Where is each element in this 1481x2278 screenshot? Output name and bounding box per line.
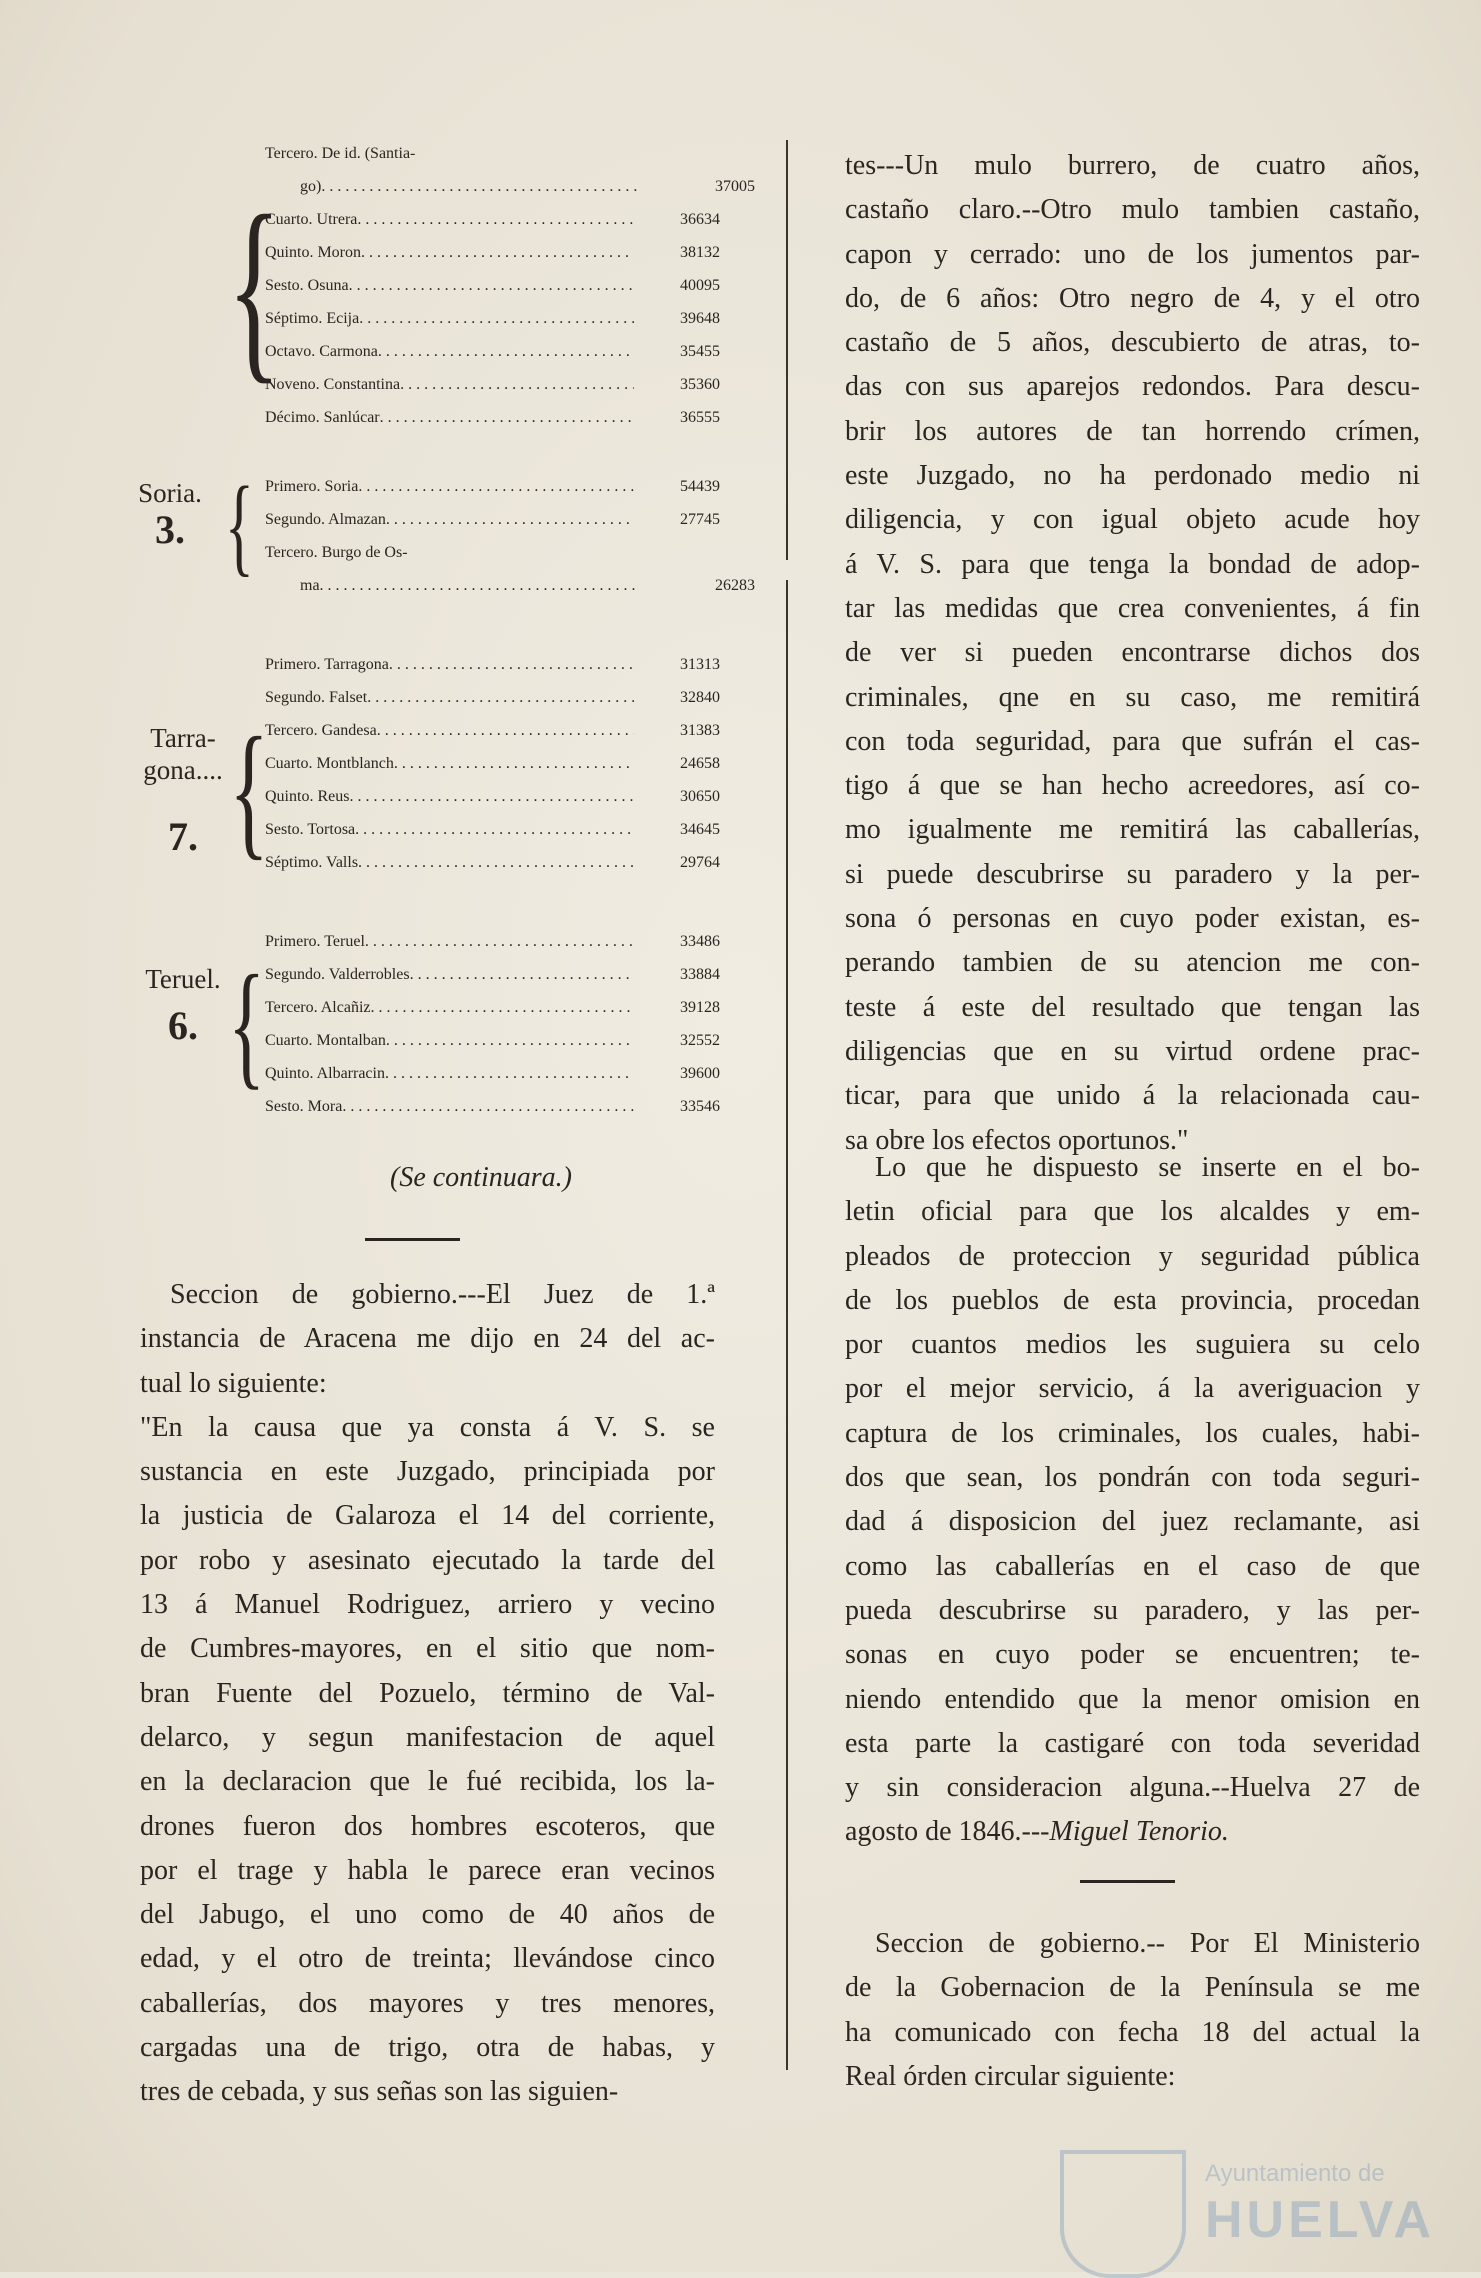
district-row <box>300 178 755 211</box>
district-row <box>265 211 720 244</box>
text-line: en la declaracion que le fué recibida, los la- <box>140 1766 715 1798</box>
text-line: si puede descubrirse su paradero y la per- <box>845 858 1420 890</box>
district-name: Cuarto. Montalban <box>265 1032 386 1049</box>
text-line: Lo que he dispuesto se inserte en el bo- <box>875 1152 1420 1183</box>
watermark-line1: Ayuntamiento de <box>1205 2160 1385 2187</box>
population-value: 31313 <box>680 656 720 673</box>
population-value: 33884 <box>680 966 720 983</box>
district-name: Sesto. Osuna <box>265 277 349 294</box>
section-rule <box>365 1238 460 1241</box>
dot-leader <box>389 656 634 689</box>
text-line: tes---Un mulo burrero, de cuatro años, <box>845 150 1420 181</box>
dot-leader <box>320 577 669 610</box>
population-value: 27745 <box>680 511 720 528</box>
text-line: cargadas una de trigo, otra de habas, y <box>140 2032 715 2064</box>
population-value: 29764 <box>680 854 720 871</box>
dot-leader <box>367 689 634 722</box>
text-line: delarco, y segun manifestacion de aquel <box>140 1721 715 1753</box>
right-paragraph-dispuesto <box>845 1146 1420 1855</box>
province-number: 6. <box>168 1003 198 1048</box>
text-line: castaño de 5 años, descubierto de atras, to- <box>845 327 1420 359</box>
right-paragraph-senas <box>845 144 1420 1163</box>
district-name: Tercero. Burgo de Os- <box>265 544 408 561</box>
brace-sevilla: { <box>227 174 282 401</box>
province-name-line1: Tarra- <box>150 723 216 753</box>
province-name: Teruel. <box>145 964 221 994</box>
district-name: Primero. Soria <box>265 478 359 495</box>
district-name: Décimo. Sanlúcar <box>265 409 380 426</box>
text-line: captura de los criminales, los cuales, habi- <box>845 1417 1420 1449</box>
dot-leader <box>361 244 634 277</box>
text-line: castaño claro.--Otro mulo tambien castaño, <box>845 194 1420 226</box>
text-line: tres de cebada, y sus señas son las siguien- <box>140 2076 619 2108</box>
district-name: ma <box>300 577 320 594</box>
dot-leader <box>355 821 634 854</box>
signature: Miguel Tenorio. <box>1049 1816 1229 1848</box>
text-line: tigo á que se han hecho acreedores, así co- <box>845 770 1420 802</box>
dot-leader <box>358 854 634 887</box>
province-name-line2: gona.... <box>143 755 223 785</box>
district-name: Segundo. Almazan <box>265 511 386 528</box>
section-rule-right <box>1080 1880 1175 1883</box>
text-line: instancia de Aracena me dijo en 24 del ac- <box>140 1323 715 1355</box>
dot-leader <box>400 376 634 409</box>
district-name: Primero. Tarragona <box>265 656 389 673</box>
text-line: Seccion de gobierno.-- Por El Ministerio <box>875 1928 1420 1959</box>
dot-leader <box>408 544 634 577</box>
district-row <box>265 722 720 755</box>
population-value: 40095 <box>680 277 720 294</box>
district-row <box>265 854 720 887</box>
population-value: 36555 <box>680 409 720 426</box>
district-name: Noveno. Constantina <box>265 376 401 393</box>
population-value: 39648 <box>680 310 720 327</box>
dot-leader <box>370 999 634 1032</box>
district-row <box>265 1065 720 1098</box>
text-line: á V. S. para que tenga la bondad de adop- <box>845 548 1420 580</box>
population-value: 38132 <box>680 244 720 261</box>
coat-of-arms-icon <box>1060 2150 1186 2278</box>
district-name: Primero. Teruel <box>265 933 365 950</box>
text-line: diligencias que en su virtud ordene prac- <box>845 1035 1420 1067</box>
district-name: Cuarto. Utrera <box>265 211 358 228</box>
dot-leader <box>415 145 634 178</box>
text-line: por robo y asesinato ejecutado la tarde del <box>140 1544 715 1576</box>
population-value <box>634 544 720 577</box>
text-line: este Juzgado, no ha perdonado medio ni <box>845 460 1420 492</box>
text-line: capon y cerrado: uno de los jumentos par- <box>845 238 1420 270</box>
huelva-watermark <box>1060 2150 1436 2250</box>
text-line: por cuantos medios les suguiera su celo <box>845 1329 1420 1361</box>
text-line: la justicia de Galaroza el 14 del corriente, <box>140 1500 715 1532</box>
closing-line <box>845 1810 1420 1854</box>
population-value: 24658 <box>680 755 720 772</box>
text-line: Real órden circular siguiente: <box>845 2060 1176 2092</box>
population-value: 32840 <box>680 689 720 706</box>
text-line: drones fueron dos hombres escoteros, que <box>140 1810 715 1842</box>
text-line: por el mejor servicio, á la averiguacion y <box>845 1373 1420 1405</box>
population-value: 30650 <box>680 788 720 805</box>
dot-leader <box>394 755 634 788</box>
dot-leader <box>349 277 634 310</box>
district-name: Tercero. Gandesa <box>265 722 377 739</box>
district-name: Cuarto. Montblanch <box>265 755 394 772</box>
dot-leader <box>385 1065 634 1098</box>
text-line: de Cumbres-mayores, en el sitio que nom- <box>140 1633 715 1665</box>
text-line: sonas en cuyo poder se encuentren; te- <box>845 1639 1420 1671</box>
text-line: de los pueblos de esta provincia, procedan <box>845 1284 1420 1316</box>
dot-leader <box>359 310 634 343</box>
district-row <box>265 343 720 376</box>
district-row <box>265 689 720 722</box>
text-line: do, de 6 años: Otro negro de 4, y el otro <box>845 282 1420 314</box>
text-line: 13 á Manuel Rodriguez, arriero y vecino <box>140 1589 715 1621</box>
province-name: Soria. <box>138 478 202 508</box>
district-name: Séptimo. Ecija <box>265 310 360 327</box>
text-line: sustancia en este Juzgado, principiada por <box>140 1456 715 1488</box>
district-row <box>265 933 720 966</box>
dot-leader <box>342 1098 634 1131</box>
population-value <box>634 145 720 178</box>
dot-leader <box>410 966 634 999</box>
dot-leader <box>349 788 634 821</box>
dot-leader <box>365 933 634 966</box>
text-line: dos que sean, los pondrán con toda seguri- <box>845 1462 1420 1494</box>
dot-leader <box>378 343 634 376</box>
district-row <box>265 966 720 999</box>
district-row <box>265 656 720 689</box>
district-name: Quinto. Moron <box>265 244 361 261</box>
text-line: perando tambien de su atencion me con- <box>845 947 1420 979</box>
text-line: teste á este del resultado que tengan las <box>845 991 1420 1023</box>
district-name: Sesto. Mora <box>265 1098 343 1115</box>
brace-teruel: { <box>228 947 266 1102</box>
column-divider <box>786 580 788 2070</box>
district-row <box>265 544 720 577</box>
population-value: 33546 <box>680 1098 720 1115</box>
text-line: dad á disposicion del juez reclamante, asi <box>845 1506 1420 1538</box>
population-value: 35360 <box>680 376 720 393</box>
district-row <box>265 511 720 544</box>
district-name: Quinto. Albarracin <box>265 1065 385 1082</box>
text-line: brir los autores de tan horrendo crímen, <box>845 415 1420 447</box>
population-value: 32552 <box>680 1032 720 1049</box>
district-row <box>265 409 720 442</box>
population-value: 34645 <box>680 821 720 838</box>
province-teruel <box>133 963 233 1047</box>
district-row <box>265 788 720 821</box>
column-divider-top <box>786 140 788 560</box>
population-value: 39128 <box>680 999 720 1016</box>
text-line: como las caballerías en el caso de que <box>845 1550 1420 1582</box>
brace-tarragona: { <box>229 707 269 873</box>
district-name: Sesto. Tortosa <box>265 821 356 838</box>
district-name: Segundo. Valderrobles <box>265 966 410 983</box>
district-name: go) <box>300 178 322 195</box>
dot-leader <box>377 722 634 755</box>
text-line: pueda descubrirse su paradero, y las per- <box>845 1594 1420 1626</box>
text-line: de la Gobernacion de la Península se me <box>845 1972 1420 2004</box>
seccion-gobierno-aracena <box>140 1273 715 2115</box>
district-row <box>265 478 720 511</box>
date-text: agosto de 1846.--- <box>845 1816 1050 1848</box>
text-line: tar las medidas que crea convenientes, á fin <box>845 592 1420 624</box>
text-line: sona ó personas en cuyo poder existan, es- <box>845 903 1420 935</box>
text-line: por el trage y habla le parece eran vecinos <box>140 1854 715 1886</box>
text-line: "En la causa que ya consta á V. S. se <box>140 1411 715 1443</box>
text-line: Seccion de gobierno.---El Juez de 1.ª <box>170 1279 715 1310</box>
population-value: 36634 <box>680 211 720 228</box>
text-line: mo igualmente me remitirá las caballerías, <box>845 814 1420 846</box>
province-number: 7. <box>168 814 198 859</box>
district-name: Tercero. De id. (Santia- <box>265 145 416 162</box>
district-row <box>265 244 720 277</box>
text-line: letin oficial para que los alcaldes y em- <box>845 1196 1420 1228</box>
district-name: Quinto. Reus <box>265 788 350 805</box>
population-value: 26283 <box>715 577 755 594</box>
population-value: 31383 <box>680 722 720 739</box>
province-tarragona <box>133 722 233 858</box>
text-line: de ver si pueden encontrarse dichos dos <box>845 637 1420 669</box>
text-line: pleados de proteccion y seguridad pública <box>845 1240 1420 1272</box>
text-line: caballerías, dos mayores y tres menores, <box>140 1987 715 2019</box>
text-line: y sin consideracion alguna.--Huelva 27 de <box>845 1772 1420 1804</box>
dot-leader <box>358 478 634 511</box>
watermark-line2: HUELVA <box>1205 2191 1436 2249</box>
dot-leader <box>321 178 669 211</box>
text-line: das con sus aparejos redondos. Para descu- <box>845 371 1420 403</box>
text-line: ha comunicado con fecha 18 del actual la <box>845 2016 1420 2048</box>
text-line: con toda seguridad, para que sufrán el cas- <box>845 725 1420 757</box>
text-line: bran Fuente del Pozuelo, término de Val- <box>140 1677 715 1709</box>
district-row <box>265 376 720 409</box>
population-value: 37005 <box>715 178 755 195</box>
district-row <box>265 310 720 343</box>
district-row <box>265 821 720 854</box>
text-line: del Jabugo, el uno como de 40 años de <box>140 1899 715 1931</box>
dot-leader <box>380 409 634 442</box>
province-number: 3. <box>155 507 185 552</box>
district-name: Segundo. Falset <box>265 689 368 706</box>
population-value: 39600 <box>680 1065 720 1082</box>
district-row <box>265 755 720 788</box>
text-line: ticar, para que unido á la relacionada cau- <box>845 1080 1420 1112</box>
population-value: 35455 <box>680 343 720 360</box>
text-line: criminales, qne en su caso, me remitirá <box>845 681 1420 713</box>
district-name: Octavo. Carmona <box>265 343 378 360</box>
text-line: diligencia, y con igual objeto acude hoy <box>845 504 1420 536</box>
right-paragraph-ministerio <box>845 1922 1420 2099</box>
population-value: 33486 <box>680 933 720 950</box>
district-row <box>265 145 720 178</box>
dot-leader <box>386 1032 634 1065</box>
district-name: Tercero. Alcañiz <box>265 999 371 1016</box>
district-name: Séptimo. Valls <box>265 854 359 871</box>
province-soria <box>120 477 220 551</box>
dot-leader <box>357 211 634 244</box>
brace-soria: { <box>224 464 254 586</box>
text-line: tual lo siguiente: <box>140 1367 327 1399</box>
text-line: edad, y el otro de treinta; llevándose cinco <box>140 1943 715 1975</box>
text-line: esta parte la castigaré con toda severidad <box>845 1727 1420 1759</box>
district-row <box>265 1032 720 1065</box>
dot-leader <box>386 511 634 544</box>
population-value: 54439 <box>680 478 720 495</box>
district-row <box>300 577 755 610</box>
text-line: niendo entendido que la menor omision en <box>845 1683 1420 1715</box>
continuation-note: (Se continuara.) <box>390 1162 572 1193</box>
text-line: sa obre los efectos oportunos." <box>845 1124 1189 1156</box>
district-row <box>265 277 720 310</box>
district-row <box>265 1098 720 1131</box>
district-row <box>265 999 720 1032</box>
